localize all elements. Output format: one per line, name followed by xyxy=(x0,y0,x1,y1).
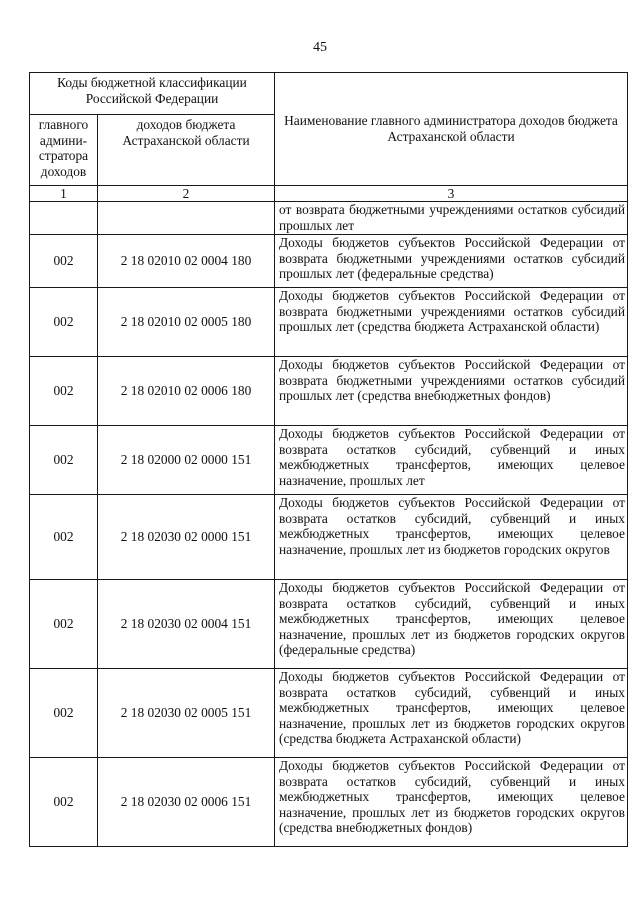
admin-code: 002 xyxy=(30,758,98,847)
income-description: Доходы бюджетов субъектов Российской Федерации от возврата остатков субсидий, субвенций и иных межбюджетных трансфертов, имеющих целевое назначение, прошлых лет из бюджетов городских округов (средства внебюджетных фондов) xyxy=(275,758,628,847)
column-number-1: 1 xyxy=(30,186,98,202)
table-row xyxy=(30,288,628,357)
admin-code: 002 xyxy=(30,357,98,426)
table-row xyxy=(30,669,628,758)
admin-code: 002 xyxy=(30,580,98,669)
income-code: 2 18 02010 02 0006 180 xyxy=(98,357,275,426)
budget-classification-table xyxy=(29,72,628,847)
header-codes-group: Коды бюджетной классификации Российской Федерации xyxy=(30,73,275,115)
table-row xyxy=(30,758,628,847)
income-code: 2 18 02000 02 0000 151 xyxy=(98,426,275,495)
admin-code: 002 xyxy=(30,426,98,495)
admin-code xyxy=(30,202,98,235)
income-description: Доходы бюджетов субъектов Российской Федерации от возврата бюджетными учреждениями остатков субсидий прошлых лет (федеральные средства) xyxy=(275,235,628,288)
column-number-2: 2 xyxy=(98,186,275,202)
table-row xyxy=(30,202,628,235)
income-code xyxy=(98,202,275,235)
income-code: 2 18 02010 02 0004 180 xyxy=(98,235,275,288)
income-description: от возврата бюджетными учреждениями остатков субсидий прошлых лет xyxy=(275,202,628,235)
table-row xyxy=(30,426,628,495)
income-description: Доходы бюджетов субъектов Российской Федерации от возврата остатков субсидий, субвенций и иных межбюджетных трансфертов, имеющих целевое назначение, прошлых лет из бюджетов городских округов (средства бюджета Астраханской области) xyxy=(275,669,628,758)
table-row xyxy=(30,495,628,580)
income-code: 2 18 02030 02 0005 151 xyxy=(98,669,275,758)
header-administrator-name: Наименование главного администратора доходов бюджета Астраханской области xyxy=(275,73,628,186)
table-row xyxy=(30,235,628,288)
admin-code: 002 xyxy=(30,669,98,758)
income-code: 2 18 02030 02 0000 151 xyxy=(98,495,275,580)
column-number-3: 3 xyxy=(275,186,628,202)
income-description: Доходы бюджетов субъектов Российской Федерации от возврата остатков субсидий, субвенций и иных межбюджетных трансфертов, имеющих целевое назначение, прошлых лет из бюджетов городских округов xyxy=(275,495,628,580)
income-code: 2 18 02010 02 0005 180 xyxy=(98,288,275,357)
admin-code: 002 xyxy=(30,495,98,580)
admin-code: 002 xyxy=(30,288,98,357)
income-code: 2 18 02030 02 0004 151 xyxy=(98,580,275,669)
table-row xyxy=(30,357,628,426)
header-budget-income: доходов бюджета Астраханской области xyxy=(98,115,275,186)
page-number: 45 xyxy=(313,40,327,55)
income-description: Доходы бюджетов субъектов Российской Федерации от возврата бюджетными учреждениями остатков субсидий прошлых лет (средства бюджета Астраханской области) xyxy=(275,288,628,357)
table-row xyxy=(30,580,628,669)
income-description: Доходы бюджетов субъектов Российской Федерации от возврата бюджетными учреждениями остатков субсидий прошлых лет (средства внебюджетных фондов) xyxy=(275,357,628,426)
header-main-administrator: главного админи-стратора доходов xyxy=(30,115,98,186)
income-code: 2 18 02030 02 0006 151 xyxy=(98,758,275,847)
income-description: Доходы бюджетов субъектов Российской Федерации от возврата остатков субсидий, субвенций и иных межбюджетных трансфертов, имеющих целевое назначение, прошлых лет xyxy=(275,426,628,495)
admin-code: 002 xyxy=(30,235,98,288)
income-description: Доходы бюджетов субъектов Российской Федерации от возврата остатков субсидий, субвенций и иных межбюджетных трансфертов, имеющих целевое назначение, прошлых лет из бюджетов городских округов (федеральные средства) xyxy=(275,580,628,669)
